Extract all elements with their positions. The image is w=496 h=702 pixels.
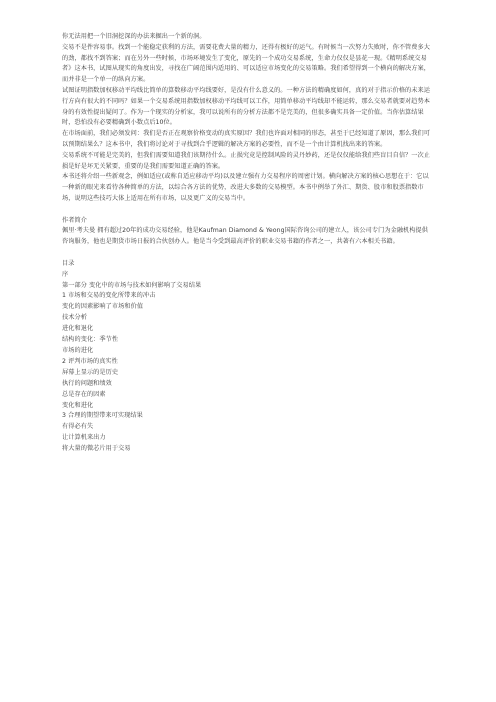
toc-item: 序 xyxy=(62,270,69,278)
intro-quote: 你无法用把一个旧洞挖深的办法来掘出一个新的洞。 xyxy=(62,33,206,40)
toc-item: 总是存在的因素 xyxy=(62,390,106,398)
toc-item: 执行的问题和绩效 xyxy=(62,379,112,387)
toc-item: 1 市场和交易的变化所带来的冲击 xyxy=(62,292,156,300)
spacer xyxy=(62,205,434,216)
toc-item: 3 合理的期望带来可实现结果 xyxy=(62,412,143,420)
intro-paragraph: 在市场面前，我们必须发问：我们是否正在观察价格变动的真实原因？我们也许面对相同的形态，甚至于已经知道了原因，那么我们可以预期结果么？这本书中，我们将讨论对于寻找到合乎逻辑的解决方案的必要性，而不是一个由计算机找出来的答案。 xyxy=(62,130,431,148)
intro-paragraph: 本书还将介绍一些新观念，例如适应(或称自适应移动平均)以及建立强有力交易程序的周密计划。横向解决方案的核心思想在于：它以一种新的眼光来看待各种简单的方法，以综合各方法的优势，改进大多数的交易模型。本书中例举了外汇、期货、股市和股票指数市场，说明这些技巧大体上适用在所有市场，以及更广义的交易当中。 xyxy=(62,173,429,202)
spacer xyxy=(62,248,434,259)
document-page xyxy=(62,32,434,455)
author-heading: 作者简介 xyxy=(62,216,87,224)
author-bio: 佩里·考夫曼 拥有超过20年的成功交易经验，他是Kaufman Diamond & Yeong国际咨询公司的建立人，该公司专门为金融机构提供咨询服务，他也是期货市场日报的合伙创办人。他是当今受到最高评价的职业交易书籍的作者之一，共著有六本相关书籍。 xyxy=(62,227,429,246)
toc-item: 让计算机来出力 xyxy=(62,434,106,442)
toc-item: 技术分析 xyxy=(62,314,87,322)
toc-item: 第一部分 变化中的市场与技术如何影响了交易结果 xyxy=(62,281,202,289)
toc-heading: 目录 xyxy=(62,259,75,267)
toc-item: 2 评判市场的真实性 xyxy=(62,357,118,365)
toc-item: 结构的变化：季节性 xyxy=(62,336,119,344)
toc-item: 市场的进化 xyxy=(62,346,94,354)
intro-paragraph: 交易系统不可能是完美的，但我们需要知道我们该期待什么。止损究竟是控制风险的灵丹妙药，还是仅仅能给我们些盲目自信？一次止损是好是坏无关紧要，重要的是我们需要知道正确的答案。 xyxy=(62,151,431,170)
intro-paragraph: 交易不是件容易事。找到一个能稳定获利的方法，需要花费大量的精力，还得有极好的运气。有时候当一次努力失败时，你不管费多大的劲，都找不到答案；而在另外一些时候，市场环境发生了变化，原先的一个成功交易系统，生命力仅仅是昙花一现。《精明系统交易者》这本书，试图从现实的角度出发，寻找在广阔范围内适用的、可以适应市场变化的交易策略。我们希望得到一个横向的解决方案，而并非是一个单一的纵向方案。 xyxy=(62,43,431,84)
toc-item: 变化和进化 xyxy=(62,401,94,409)
toc-item: 进化和退化 xyxy=(62,325,94,333)
toc-item: 有得必有失 xyxy=(62,423,94,431)
toc-item: 屏幕上显示的是历史 xyxy=(62,368,119,376)
intro-paragraph: 试图证明指数加权移动平均线比简单的算数移动平均线要好，是没有什么意义的。一种方法的精确度如何，真的对于指示价格的未来运行方向有很大的不同吗？如果一个交易系统用指数加权移动平均线可以工作，用简单移动平均线却不能运转，那么交易者就要对趋势本身的有效性提出疑问了。作为一个现实的分析家，我可以说所有的分析方法都不是完美的，但很多确实具备一定价值。当你估算结果时，恐怕没有必要精确到小数点后10位。 xyxy=(62,86,431,127)
toc-item: 将大量的微芯片用于交易 xyxy=(62,445,131,453)
toc-item: 变化的因素影响了市场和价值 xyxy=(62,303,144,311)
